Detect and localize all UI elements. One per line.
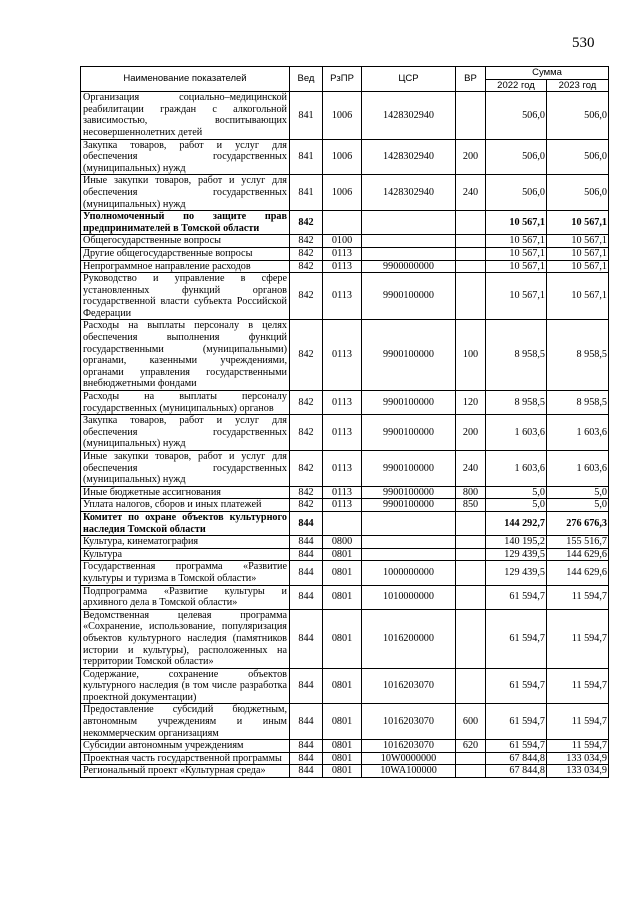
- budget-table: [80, 66, 609, 778]
- table-row: [81, 561, 609, 585]
- cell-vr: 120: [456, 391, 486, 415]
- cell-csr: 1000000000: [362, 561, 456, 585]
- cell-sum-2023: 506,0: [547, 139, 609, 175]
- cell-rzpr: 0801: [323, 585, 362, 609]
- header-year-2023: 2023 год: [547, 79, 609, 92]
- cell-vr: [456, 235, 486, 248]
- cell-name: Руководство и управление в сфере установленных функций органов государственной власти субъекта Российской Федерации: [81, 273, 290, 320]
- cell-rzpr: 0800: [323, 536, 362, 549]
- cell-ved: 842: [290, 320, 323, 391]
- cell-sum-2023: 10 567,1: [547, 247, 609, 260]
- table-row: [81, 511, 609, 535]
- cell-ved: 844: [290, 668, 323, 704]
- cell-sum-2023: 8 958,5: [547, 391, 609, 415]
- table-row: [81, 765, 609, 778]
- cell-ved: 844: [290, 585, 323, 609]
- cell-name: Комитет по охране объектов культурного наследия Томской области: [81, 511, 290, 535]
- cell-rzpr: 0113: [323, 451, 362, 487]
- cell-csr: 9900100000: [362, 451, 456, 487]
- cell-name: Содержание, сохранение объектов культурного наследия (в том числе разработка проектной документации): [81, 668, 290, 704]
- cell-sum-2023: 1 603,6: [547, 451, 609, 487]
- cell-ved: 842: [290, 247, 323, 260]
- table-row: [81, 752, 609, 765]
- cell-ved: 842: [290, 273, 323, 320]
- cell-sum-2023: 1 603,6: [547, 415, 609, 451]
- cell-rzpr: 1006: [323, 92, 362, 139]
- cell-name: Региональный проект «Культурная среда»: [81, 765, 290, 778]
- cell-rzpr: 0113: [323, 273, 362, 320]
- cell-name: Расходы на выплаты персоналу в целях обеспечения выполнения функций государственными (муниципальными) органами, казенными учреждениями, органами управления государственными внебюджетными фондами: [81, 320, 290, 391]
- cell-rzpr: 0100: [323, 235, 362, 248]
- cell-name: Предоставление субсидий бюджетным, автономным учреждениям и иным некоммерческим организациям: [81, 704, 290, 740]
- table-row: [81, 740, 609, 753]
- cell-sum-2022: 1 603,6: [486, 451, 547, 487]
- cell-sum-2022: 61 594,7: [486, 668, 547, 704]
- cell-rzpr: 0113: [323, 247, 362, 260]
- cell-csr: 10W0000000: [362, 752, 456, 765]
- cell-csr: 1428302940: [362, 139, 456, 175]
- cell-sum-2023: 8 958,5: [547, 320, 609, 391]
- header-vr: ВР: [456, 67, 486, 92]
- cell-ved: 842: [290, 211, 323, 235]
- cell-csr: 9900100000: [362, 486, 456, 499]
- cell-vr: [456, 260, 486, 273]
- cell-rzpr: 1006: [323, 175, 362, 211]
- header-ved: Вед: [290, 67, 323, 92]
- cell-csr: 10WA100000: [362, 765, 456, 778]
- header-sum: Сумма: [486, 67, 609, 80]
- cell-csr: [362, 235, 456, 248]
- cell-sum-2023: 10 567,1: [547, 211, 609, 235]
- cell-csr: 1016203070: [362, 740, 456, 753]
- cell-csr: 9900000000: [362, 260, 456, 273]
- cell-ved: 844: [290, 752, 323, 765]
- cell-ved: 844: [290, 609, 323, 668]
- cell-sum-2022: 129 439,5: [486, 548, 547, 561]
- cell-sum-2023: 276 676,3: [547, 511, 609, 535]
- cell-name: Иные закупки товаров, работ и услуг для обеспечения государственных (муниципальных) нужд: [81, 451, 290, 487]
- cell-sum-2023: 11 594,7: [547, 740, 609, 753]
- cell-name: Иные бюджетные ассигнования: [81, 486, 290, 499]
- table-row: [81, 609, 609, 668]
- cell-name: Культура: [81, 548, 290, 561]
- table-row: [81, 175, 609, 211]
- cell-vr: [456, 273, 486, 320]
- cell-sum-2022: 61 594,7: [486, 585, 547, 609]
- cell-ved: 841: [290, 139, 323, 175]
- cell-sum-2023: 5,0: [547, 486, 609, 499]
- cell-ved: 844: [290, 536, 323, 549]
- table-row: [81, 704, 609, 740]
- table-header-row: [81, 67, 609, 80]
- table-row: [81, 320, 609, 391]
- cell-sum-2022: 10 567,1: [486, 260, 547, 273]
- cell-name: Организация социально–медицинской реабилитации граждан с алкогольной зависимостью, воспитывающих несовершеннолетних детей: [81, 92, 290, 139]
- cell-ved: 844: [290, 740, 323, 753]
- cell-ved: 841: [290, 175, 323, 211]
- cell-vr: [456, 609, 486, 668]
- cell-sum-2022: 5,0: [486, 486, 547, 499]
- cell-name: Подпрограмма «Развитие культуры и архивного дела в Томской области»: [81, 585, 290, 609]
- cell-name: Другие общегосударственные вопросы: [81, 247, 290, 260]
- cell-rzpr: 0113: [323, 320, 362, 391]
- cell-vr: [456, 536, 486, 549]
- table-row: [81, 273, 609, 320]
- cell-rzpr: 0113: [323, 415, 362, 451]
- cell-csr: 1016203070: [362, 668, 456, 704]
- cell-csr: 9900100000: [362, 273, 456, 320]
- cell-vr: [456, 92, 486, 139]
- cell-rzpr: 0801: [323, 561, 362, 585]
- header-name: Наименование показателей: [81, 67, 290, 92]
- cell-rzpr: 0801: [323, 609, 362, 668]
- cell-ved: 842: [290, 391, 323, 415]
- cell-rzpr: 0801: [323, 548, 362, 561]
- cell-csr: [362, 548, 456, 561]
- table-row: [81, 247, 609, 260]
- cell-rzpr: 0801: [323, 704, 362, 740]
- cell-vr: 240: [456, 451, 486, 487]
- cell-name: Расходы на выплаты персоналу государственных (муниципальных) органов: [81, 391, 290, 415]
- cell-ved: 842: [290, 235, 323, 248]
- cell-vr: [456, 211, 486, 235]
- cell-vr: [456, 548, 486, 561]
- table-row: [81, 548, 609, 561]
- cell-sum-2023: 10 567,1: [547, 260, 609, 273]
- cell-ved: 842: [290, 415, 323, 451]
- cell-sum-2023: 10 567,1: [547, 235, 609, 248]
- page-number: 530: [572, 35, 595, 51]
- cell-sum-2022: 140 195,2: [486, 536, 547, 549]
- table-row: [81, 415, 609, 451]
- table-row: [81, 235, 609, 248]
- cell-sum-2023: 133 034,9: [547, 765, 609, 778]
- cell-ved: 841: [290, 92, 323, 139]
- cell-sum-2023: 10 567,1: [547, 273, 609, 320]
- cell-name: Ведомственная целевая программа «Сохранение, использование, популяризация объектов культурного наследия (памятников истории и культуры), расположенных на территории Томской области»: [81, 609, 290, 668]
- cell-vr: 620: [456, 740, 486, 753]
- table-row: [81, 451, 609, 487]
- cell-csr: 1016203070: [362, 704, 456, 740]
- cell-csr: 1428302940: [362, 175, 456, 211]
- cell-sum-2023: 11 594,7: [547, 704, 609, 740]
- cell-ved: 842: [290, 260, 323, 273]
- cell-csr: 9900100000: [362, 391, 456, 415]
- table-body: [81, 92, 609, 778]
- cell-ved: 844: [290, 561, 323, 585]
- cell-vr: [456, 585, 486, 609]
- cell-rzpr: 0113: [323, 499, 362, 512]
- cell-csr: 1428302940: [362, 92, 456, 139]
- table-row: [81, 211, 609, 235]
- cell-sum-2023: 155 516,7: [547, 536, 609, 549]
- cell-rzpr: [323, 211, 362, 235]
- cell-sum-2022: 10 567,1: [486, 247, 547, 260]
- cell-sum-2023: 506,0: [547, 175, 609, 211]
- table-row: [81, 391, 609, 415]
- cell-name: Общегосударственные вопросы: [81, 235, 290, 248]
- cell-rzpr: 1006: [323, 139, 362, 175]
- cell-csr: [362, 511, 456, 535]
- cell-name: Уполномоченный по защите прав предпринимателей в Томской области: [81, 211, 290, 235]
- cell-sum-2022: 506,0: [486, 175, 547, 211]
- cell-vr: [456, 668, 486, 704]
- cell-ved: 844: [290, 548, 323, 561]
- cell-rzpr: 0801: [323, 752, 362, 765]
- cell-sum-2023: 144 629,6: [547, 548, 609, 561]
- cell-rzpr: 0113: [323, 391, 362, 415]
- table-row: [81, 585, 609, 609]
- cell-sum-2023: 133 034,9: [547, 752, 609, 765]
- cell-name: Субсидии автономным учреждениям: [81, 740, 290, 753]
- cell-vr: 240: [456, 175, 486, 211]
- cell-name: Иные закупки товаров, работ и услуг для обеспечения государственных (муниципальных) нужд: [81, 175, 290, 211]
- cell-sum-2023: 506,0: [547, 92, 609, 139]
- cell-vr: 100: [456, 320, 486, 391]
- header-rzpr: РзПР: [323, 67, 362, 92]
- cell-rzpr: [323, 511, 362, 535]
- cell-csr: 9900100000: [362, 320, 456, 391]
- cell-name: Непрограммное направление расходов: [81, 260, 290, 273]
- cell-vr: 200: [456, 139, 486, 175]
- cell-vr: 800: [456, 486, 486, 499]
- cell-name: Проектная часть государственной программы: [81, 752, 290, 765]
- cell-sum-2022: 8 958,5: [486, 391, 547, 415]
- cell-name: Культура, кинематография: [81, 536, 290, 549]
- table-row: [81, 499, 609, 512]
- cell-vr: 200: [456, 415, 486, 451]
- cell-sum-2022: 1 603,6: [486, 415, 547, 451]
- cell-sum-2022: 67 844,8: [486, 752, 547, 765]
- table-row: [81, 260, 609, 273]
- cell-sum-2022: 10 567,1: [486, 235, 547, 248]
- table-row: [81, 668, 609, 704]
- cell-ved: 844: [290, 511, 323, 535]
- cell-csr: [362, 211, 456, 235]
- header-year-2022: 2022 год: [486, 79, 547, 92]
- cell-ved: 842: [290, 486, 323, 499]
- cell-sum-2023: 11 594,7: [547, 668, 609, 704]
- cell-sum-2022: 61 594,7: [486, 704, 547, 740]
- cell-sum-2022: 67 844,8: [486, 765, 547, 778]
- cell-ved: 842: [290, 499, 323, 512]
- cell-sum-2023: 144 629,6: [547, 561, 609, 585]
- cell-ved: 842: [290, 451, 323, 487]
- cell-sum-2022: 5,0: [486, 499, 547, 512]
- cell-name: Уплата налогов, сборов и иных платежей: [81, 499, 290, 512]
- cell-name: Закупка товаров, работ и услуг для обеспечения государственных (муниципальных) нужд: [81, 139, 290, 175]
- cell-rzpr: 0113: [323, 486, 362, 499]
- cell-rzpr: 0801: [323, 668, 362, 704]
- cell-sum-2022: 10 567,1: [486, 211, 547, 235]
- cell-vr: 850: [456, 499, 486, 512]
- cell-sum-2023: 11 594,7: [547, 609, 609, 668]
- cell-csr: [362, 536, 456, 549]
- table-row: [81, 536, 609, 549]
- cell-csr: 9900100000: [362, 415, 456, 451]
- cell-csr: 9900100000: [362, 499, 456, 512]
- cell-csr: 1010000000: [362, 585, 456, 609]
- table-row: [81, 139, 609, 175]
- cell-sum-2022: 61 594,7: [486, 609, 547, 668]
- cell-name: Закупка товаров, работ и услуг для обеспечения государственных (муниципальных) нужд: [81, 415, 290, 451]
- cell-vr: [456, 752, 486, 765]
- cell-csr: 1016200000: [362, 609, 456, 668]
- cell-sum-2023: 5,0: [547, 499, 609, 512]
- cell-sum-2022: 506,0: [486, 92, 547, 139]
- cell-sum-2022: 129 439,5: [486, 561, 547, 585]
- cell-sum-2023: 11 594,7: [547, 585, 609, 609]
- cell-sum-2022: 144 292,7: [486, 511, 547, 535]
- cell-vr: [456, 511, 486, 535]
- cell-ved: 844: [290, 765, 323, 778]
- cell-vr: [456, 561, 486, 585]
- cell-csr: [362, 247, 456, 260]
- cell-sum-2022: 506,0: [486, 139, 547, 175]
- cell-name: Государственная программа «Развитие культуры и туризма в Томской области»: [81, 561, 290, 585]
- header-csr: ЦСР: [362, 67, 456, 92]
- cell-rzpr: 0113: [323, 260, 362, 273]
- table-row: [81, 92, 609, 139]
- cell-rzpr: 0801: [323, 765, 362, 778]
- cell-ved: 844: [290, 704, 323, 740]
- table-row: [81, 486, 609, 499]
- cell-sum-2022: 61 594,7: [486, 740, 547, 753]
- cell-vr: 600: [456, 704, 486, 740]
- cell-vr: [456, 765, 486, 778]
- cell-vr: [456, 247, 486, 260]
- cell-sum-2022: 10 567,1: [486, 273, 547, 320]
- cell-sum-2022: 8 958,5: [486, 320, 547, 391]
- cell-rzpr: 0801: [323, 740, 362, 753]
